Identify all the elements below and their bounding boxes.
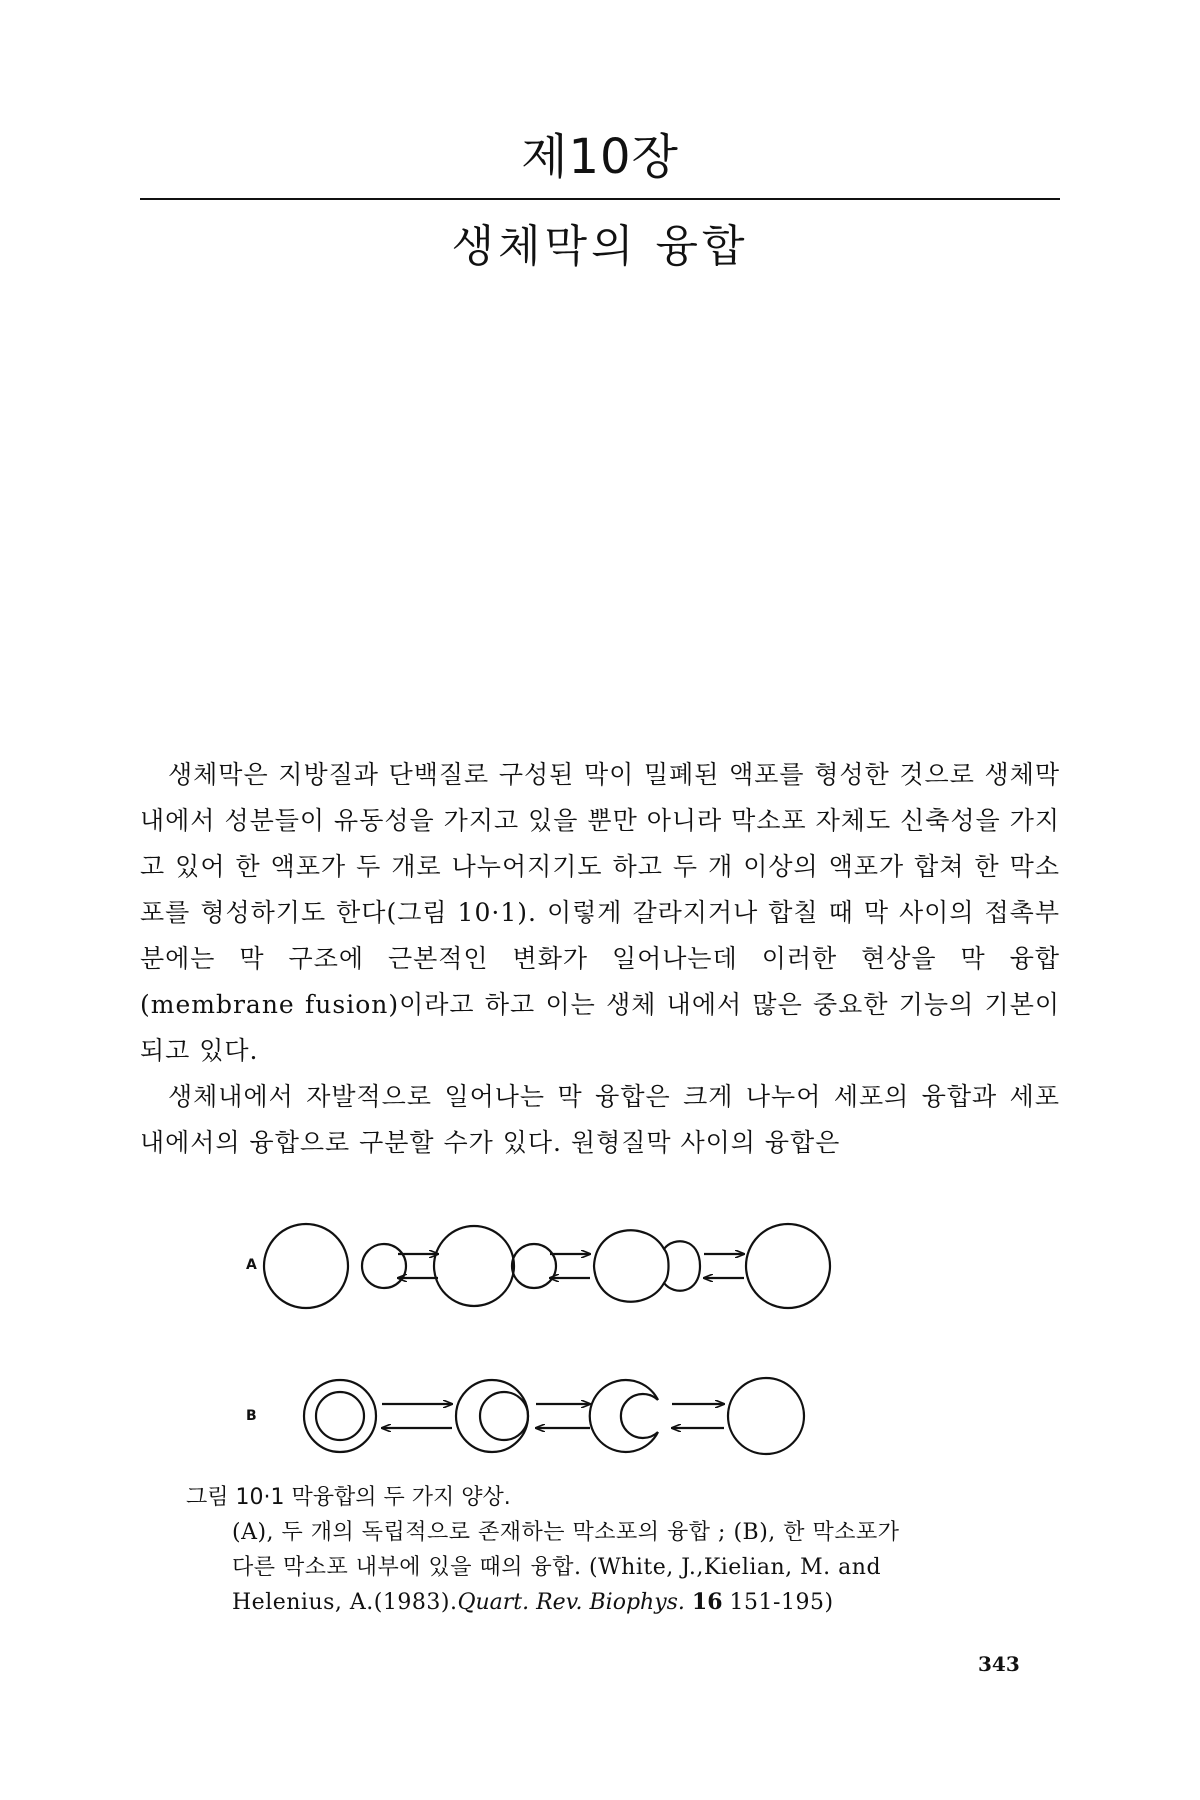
fused-vesicle [746, 1224, 830, 1308]
caption-body [186, 1515, 1026, 1620]
vesicle-small [362, 1244, 406, 1288]
outer-vesicle [304, 1380, 376, 1452]
vesicle-large [264, 1224, 348, 1308]
inner-vesicle-touching [480, 1392, 528, 1440]
vesicle-large [434, 1226, 514, 1306]
membrane-fusion-figure [246, 1180, 940, 1480]
figure-caption [186, 1480, 1026, 1620]
caption-authors: Helenius, A.(1983). [232, 1590, 458, 1615]
title-divider [140, 198, 1060, 200]
caption-line-1: (A), 두 개의 독립적으로 존재하는 막소포의 융합 ; (B), 한 막소포가 [232, 1520, 900, 1545]
caption-pages: 151-195) [729, 1590, 834, 1615]
caption-title: 그림 10·1 막융합의 두 가지 양상. [186, 1485, 511, 1510]
row-b-label: B [246, 1408, 257, 1424]
fusing-vesicle-left [594, 1230, 669, 1301]
inner-vesicle [316, 1392, 364, 1440]
fused-vesicle [728, 1378, 804, 1454]
body-paragraph-2: 생체내에서 자발적으로 일어나는 막 융합은 크게 나누어 세포의 융합과 세포 내에서의 융합으로 구분할 수가 있다. 원형질막 사이의 융합은 [140, 1082, 1060, 1157]
page-number: 343 [978, 1652, 1020, 1676]
outer-vesicle [456, 1380, 528, 1452]
fusion-diagram [246, 1180, 940, 1480]
row-a-label: A [246, 1257, 257, 1273]
caption-line-3 [232, 1585, 1026, 1620]
opening-outer-vesicle [590, 1380, 658, 1452]
vesicle-small-touching [512, 1244, 556, 1288]
caption-line-2: 다른 막소포 내부에 있을 때의 융합. (White, J.,Kielian, M. and [232, 1555, 882, 1580]
body-text [140, 752, 1060, 1166]
chapter-label: 제10장 [521, 129, 679, 185]
opening-inner-vesicle [621, 1394, 658, 1438]
chapter-title: 생체막의 융합 [451, 221, 749, 272]
caption-journal: Quart. Rev. Biophys. [457, 1590, 685, 1615]
caption-volume: 16 [691, 1589, 723, 1615]
body-paragraph-1: 생체막은 지방질과 단백질로 구성된 막이 밀폐된 액포를 형성한 것으로 생체막 내에서 성분들이 유동성을 가지고 있을 뿐만 아니라 막소포 자체도 신축성을 가지고 있어 한 액포가 두 개로 나누어지기도 하고 두 개 이상의 액포가 합쳐 한 막소포를 형성하기도 한다(그림 10·1). 이렇게 갈라지거나 합칠 때 막 사이의 접촉부분에는 막 구조에 근본적인 변화가 일어나는데 이러한 현상을 막 융합(membrane fusion)이라고 하고 이는 생체 내에서 많은 중요한 기능의 기본이 되고 있다. [140, 760, 1060, 1065]
